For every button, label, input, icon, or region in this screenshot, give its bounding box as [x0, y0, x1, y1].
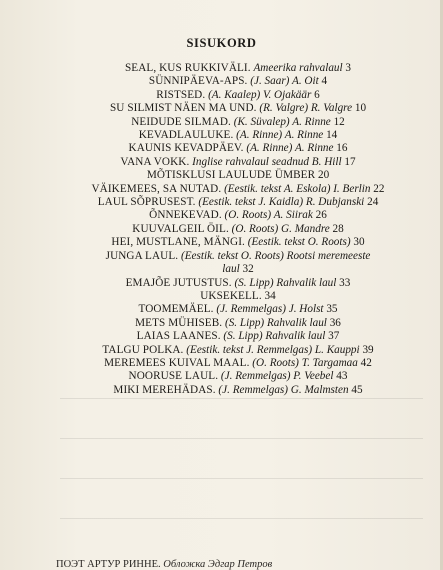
song-title: KEVADLAULUKE. — [138, 129, 234, 142]
song-title: VÄIKEMEES, SA NUTAD. — [91, 182, 222, 195]
page-number: 34 — [264, 289, 276, 302]
page-number: 35 — [326, 303, 338, 316]
toc-entry — [55, 129, 421, 142]
page-number: 12 — [333, 115, 345, 128]
page-number: 39 — [362, 343, 374, 356]
song-title: SÜNNIPÄEVA-APS. — [148, 75, 248, 88]
toc-entry — [55, 370, 421, 383]
song-credit: (Eestik. tekst J. Remmelgas) L. Kauppi — [186, 343, 360, 356]
song-credit: (J. Saar) A. Oit — [250, 75, 319, 88]
page-number: 42 — [360, 356, 372, 369]
toc-entry — [55, 236, 421, 249]
toc-entry — [55, 209, 421, 222]
song-credit: (A. Rinne) A. Rinne — [236, 129, 324, 142]
toc-entry — [55, 317, 421, 330]
page-number: 6 — [314, 88, 320, 101]
song-title: NOORUSE LAUL. — [128, 370, 219, 383]
show-through-music-staff — [60, 390, 423, 540]
song-credit: (O. Roots) A. Siirak — [224, 209, 313, 222]
song-credit: (A. Rinne) A. Rinne — [246, 142, 334, 155]
song-credit: Ameerika rahvalaul — [253, 62, 343, 74]
song-title: KAUNIS KEVADPÄEV. — [128, 142, 244, 155]
song-title: JUNGA LAUL. — [105, 249, 179, 262]
song-credit: (J. Remmelgas) P. Veebel — [220, 370, 334, 383]
song-credit: (O. Roots) G. Mandre — [231, 222, 330, 235]
toc-entry — [55, 344, 421, 357]
toc-entry — [55, 142, 421, 155]
toc-entry — [55, 62, 421, 75]
footer-credit: Обложка Эдгар Петров — [163, 559, 273, 570]
page-number: 26 — [315, 209, 327, 222]
song-title: RISTSED. — [156, 88, 206, 101]
toc-entry — [55, 102, 421, 115]
song-title: LAIAS LAANES. — [136, 330, 221, 343]
song-title: HEI, MUSTLANE, MÄNGI. — [111, 236, 245, 249]
table-of-contents — [55, 62, 421, 397]
page-number: 43 — [336, 370, 348, 383]
song-credit: Inglise rahvalaul seadnud B. Hill — [192, 155, 342, 168]
contents-heading: SISUKORD — [186, 36, 257, 50]
song-credit: (S. Lipp) Rahvalik laul — [223, 330, 326, 343]
song-title: TALGU POLKA. — [102, 343, 184, 356]
page-number: 37 — [328, 330, 340, 343]
song-credit: (Eestik. tekst A. Eskola) I. Berlin — [224, 182, 371, 195]
song-title: SU SILMIST NÄEN MA UND. — [109, 102, 257, 115]
song-title: TOOMEMÄEL. — [138, 303, 214, 316]
song-title: EMAJÕE JUTUSTUS. — [125, 276, 232, 289]
page-number: 32 — [242, 263, 254, 276]
toc-entry-continuation — [55, 263, 421, 276]
toc-entry — [55, 89, 421, 102]
page-number: 10 — [354, 102, 367, 115]
toc-entry — [55, 196, 421, 209]
song-title: KUUVALGEIL ÖIL. — [132, 222, 229, 235]
song-credit: (R. Valgre) R. Valgre — [259, 102, 353, 115]
toc-entry — [55, 223, 421, 236]
toc-entry — [55, 303, 421, 316]
song-title: MÕTISKLUSI LAULUDE ÜMBER — [146, 169, 316, 182]
page-number: 16 — [336, 142, 348, 155]
song-credit-continued: laul — [222, 263, 240, 276]
song-credit: (Eestik. tekst O. Roots) Rootsi meremeeste — [180, 249, 371, 262]
song-title: ÕNNEKEVAD. — [149, 209, 222, 222]
song-credit: (J. Remmelgas) J. Holst — [216, 303, 324, 316]
song-credit: (J. Remmelgas) G. Malmsten — [218, 383, 349, 396]
song-credit: (O. Roots) T. Targamaa — [252, 356, 358, 369]
song-credit: (Eestik. tekst O. Roots) — [247, 236, 351, 249]
song-credit: (S. Lipp) Rahvalik laul — [224, 316, 327, 329]
toc-entry — [55, 156, 421, 169]
song-title: UKSEKELL. — [200, 289, 262, 302]
song-credit: (Eestik. tekst J. Kaidla) R. Dubjanski — [198, 196, 365, 209]
page-number: 20 — [317, 169, 330, 182]
song-title: VANA VOKK. — [120, 155, 190, 168]
page-number: 33 — [339, 276, 351, 289]
page-number: 14 — [326, 129, 338, 142]
toc-entry — [55, 290, 421, 303]
song-title: METS MÜHISEB. — [135, 316, 223, 329]
toc-entry — [55, 169, 421, 182]
page-number: 45 — [351, 383, 363, 396]
song-title: MIKI MEREHÄDAS. — [113, 383, 216, 396]
toc-entry — [55, 116, 421, 129]
page-number: 22 — [373, 182, 385, 195]
page-number: 24 — [367, 196, 379, 209]
page-number: 28 — [332, 222, 344, 235]
page-number: 17 — [344, 155, 356, 168]
toc-entry — [55, 250, 421, 263]
song-credit: (S. Lipp) Rahvalik laul — [234, 276, 337, 289]
page-number: 3 — [345, 62, 352, 74]
page-number: 36 — [329, 316, 341, 329]
toc-entry — [55, 357, 421, 370]
toc-entry — [55, 277, 421, 290]
toc-entry — [55, 183, 421, 196]
page-footer — [56, 559, 443, 570]
footer-text: ПОЭТ АРТУР РИННЕ. — [56, 559, 161, 570]
toc-entry — [55, 330, 421, 343]
song-credit: (A. Kaalep) V. Ojakäär — [208, 88, 312, 101]
song-credit: (K. Süvalep) A. Rinne — [233, 115, 331, 128]
song-title: SEAL, KUS RUKKIVÄLI. — [124, 62, 251, 74]
page-number: 4 — [321, 75, 328, 88]
song-title: NEIDUDE SILMAD. — [131, 115, 231, 128]
page-number: 30 — [353, 236, 365, 249]
toc-entry — [55, 75, 421, 88]
song-title: LAUL SÕPRUSEST. — [97, 196, 196, 209]
song-title: MEREMEES KUIVAL MAAL. — [104, 356, 250, 369]
